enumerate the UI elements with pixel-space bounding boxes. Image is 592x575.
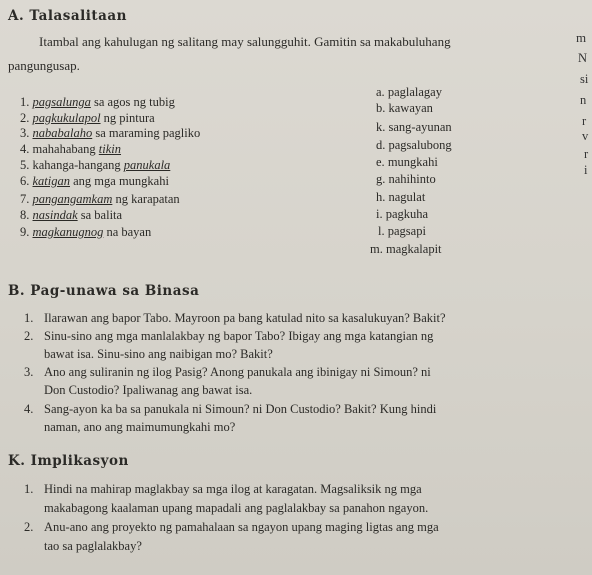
vocab-item: [20, 174, 169, 189]
vocab-item: [20, 126, 200, 141]
vocab-item: [20, 225, 151, 240]
choice-letter: e.: [376, 155, 385, 169]
choice-item: [370, 242, 442, 257]
section-a-instruction-line2: pangungusap.: [8, 58, 80, 73]
question-line: tao sa paglalakbay?: [44, 539, 142, 553]
vocab-item: [20, 158, 170, 173]
vocab-item-text: sa maraming pagliko: [92, 126, 201, 140]
choice-letter: a.: [376, 85, 385, 99]
choice-letter: g.: [376, 172, 386, 186]
choice-letter: m.: [370, 242, 383, 256]
choice-item: [376, 155, 438, 170]
choice-text: mungkahi: [387, 155, 438, 169]
vocab-item-number: 8.: [20, 208, 30, 222]
question-number: 2.: [24, 520, 34, 534]
vocab-item-word: panukala: [123, 158, 171, 172]
vocab-item-number: 7.: [20, 192, 30, 206]
vocab-item: [20, 208, 122, 223]
question-line: bawat isa. Sinu-sino ang naibigan mo? Bakit?: [44, 347, 273, 361]
question-line: Ilarawan ang bapor Tabo. Mayroon pa bang katulad nito sa kasalukuyan? Bakit?: [44, 311, 446, 325]
vocab-item-word: nababalaho: [32, 126, 93, 140]
vocab-item-word: pagkukulapol: [32, 111, 101, 125]
vocab-item: [20, 142, 121, 157]
question-number: 4.: [24, 402, 34, 416]
question-number: 2.: [24, 329, 34, 343]
question-line: Don Custodio? Ipaliwanag ang bawat isa.: [44, 383, 253, 397]
choice-item: [376, 138, 452, 153]
choice-item: [376, 190, 425, 205]
choice-letter: b.: [376, 101, 386, 115]
choice-letter: i.: [376, 207, 383, 221]
choice-item: [376, 101, 433, 116]
section-k-heading: K. Implikasyon: [8, 453, 129, 469]
vocab-item-number: 9.: [20, 225, 30, 239]
vocab-item-number: 3.: [20, 126, 30, 140]
choice-text: sang-ayunan: [388, 120, 452, 134]
question-line: Hindi na mahirap maglakbay sa mga ilog at karagatan. Magsaliksik ng mga: [44, 482, 422, 496]
vocab-item: [20, 192, 180, 207]
vocab-item-word: pagsalunga: [32, 95, 91, 109]
choice-item: [376, 120, 452, 135]
vocab-item-number: 4.: [20, 142, 30, 156]
section-a-instruction-line1: Itambal ang kahulugan ng salitang may salungguhit. Gamitin sa makabuluhang: [39, 34, 451, 49]
choice-item: [378, 224, 426, 239]
vocab-item-number: 1.: [20, 95, 30, 109]
vocab-item: [20, 95, 175, 110]
question-line: Sang-ayon ka ba sa panukala ni Simoun? ni Don Custodio? Bakit? Kung hindi: [44, 402, 437, 416]
choice-text: pagsapi: [387, 224, 426, 238]
vocab-item-text: mahahabang: [32, 142, 99, 156]
choice-item: [376, 172, 436, 187]
right-edge-fragment: r: [584, 147, 589, 161]
section-a-heading: A. Talasalitaan: [8, 8, 127, 24]
choice-text: kawayan: [388, 101, 433, 115]
choice-text: nahihinto: [388, 172, 436, 186]
vocab-item-text: ng pintura: [100, 111, 155, 125]
vocab-item-number: 2.: [20, 111, 30, 125]
vocab-item-number: 5.: [20, 158, 30, 172]
vocab-item-word: nasindak: [32, 208, 78, 222]
choice-letter: d.: [376, 138, 386, 152]
choice-letter: h.: [376, 190, 386, 204]
choice-item: [376, 85, 442, 100]
choice-text: pagkuha: [385, 207, 429, 221]
question-line: makabagong kaalaman upang mapadali ang paglalakbay sa panahon ngayon.: [44, 501, 429, 515]
right-edge-fragment: i: [584, 163, 588, 177]
right-edge-fragment: si: [580, 72, 589, 86]
choice-item: [376, 207, 428, 222]
vocab-item-word: magkanugnog: [32, 225, 104, 239]
vocab-item-text: na bayan: [103, 225, 152, 239]
vocab-item-text: kahanga-hangang: [32, 158, 124, 172]
question-number: 3.: [24, 365, 34, 379]
right-edge-fragment: v: [582, 129, 589, 143]
right-edge-fragment: N: [578, 51, 588, 65]
question-number: 1.: [24, 482, 34, 496]
question-line: naman, ano ang maimumungkahi mo?: [44, 420, 236, 434]
vocab-item-text: ng karapatan: [112, 192, 180, 206]
question-line: Ano ang suliranin ng ilog Pasig? Anong panukala ang ibinigay ni Simoun? ni: [44, 365, 431, 379]
right-edge-fragment: n: [580, 93, 587, 107]
right-edge-fragment: r: [582, 114, 587, 128]
choice-text: pagsalubong: [388, 138, 452, 152]
question-line: Sinu-sino ang mga manlalakbay ng bapor Tabo? Ibigay ang mga katangian ng: [44, 329, 434, 343]
section-a-instruction-clip: m: [576, 30, 587, 45]
choice-letter: l.: [378, 224, 385, 238]
vocab-item-word: pangangamkam: [32, 192, 113, 206]
vocab-item-text: sa balita: [77, 208, 123, 222]
vocab-item-word: tikin: [98, 142, 122, 156]
vocab-item-word: katigan: [32, 174, 70, 188]
section-b-heading: B. Pag-unawa sa Binasa: [8, 283, 200, 299]
vocab-item-text: ang mga mungkahi: [70, 174, 169, 188]
choice-text: magkalapit: [385, 242, 442, 256]
vocab-item: [20, 111, 155, 126]
choice-text: paglalagay: [387, 85, 442, 99]
vocab-item-text: sa agos ng tubig: [90, 95, 175, 109]
question-line: Anu-ano ang proyekto ng pamahalaan sa ngayon upang maging ligtas ang mga: [44, 520, 439, 534]
choice-letter: k.: [376, 120, 386, 134]
question-number: 1.: [24, 311, 34, 325]
vocab-item-number: 6.: [20, 174, 30, 188]
choice-text: nagulat: [388, 190, 426, 204]
